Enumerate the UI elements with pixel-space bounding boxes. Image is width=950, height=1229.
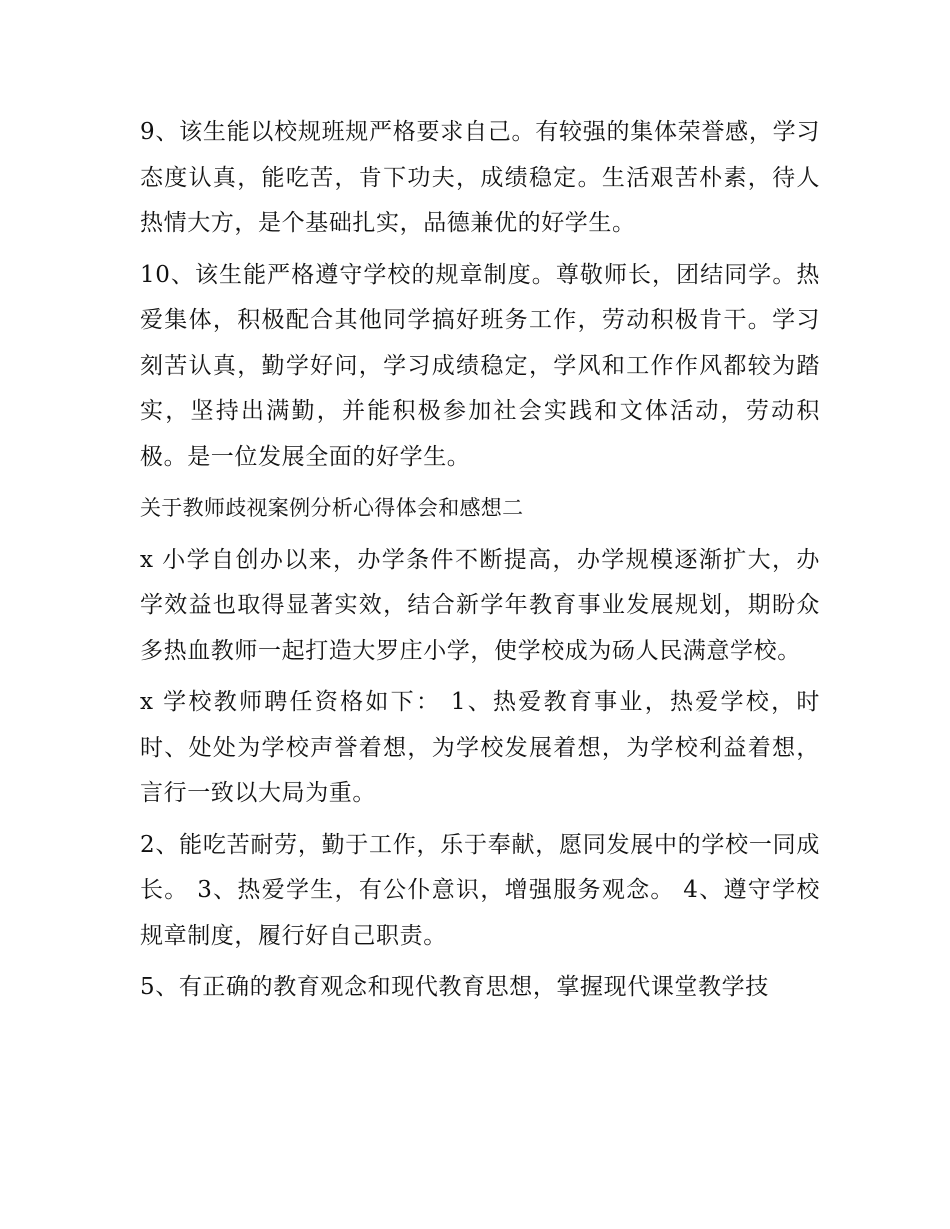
paragraph-teacher-qualifications: x 学校教师聘任资格如下： 1、热爱教育事业，热爱学校，时时、处处为学校声誉着想，为学校发展着想，为学校利益着想，言行一致以大局为重。 xyxy=(140,689,820,806)
paragraph-student-comment-9: 9、该生能以校规班规严格要求自己。有较强的集体荣誉感，学习态度认真，能吃苦，肯下功夫，成绩稳定。生活艰苦朴素，待人热情大方，是个基础扎实，品德兼优的好学生。 xyxy=(140,119,820,236)
paragraph-school-intro: x 小学自创办以来，办学条件不断提高，办学规模逐渐扩大，办学效益也取得显著实效，结合新学年教育事业发展规划，期盼众多热血教师一起打造大罗庄小学，使学校成为砀人民满意学校。 xyxy=(140,546,820,664)
document-body xyxy=(140,110,820,1017)
paragraph-qualification-5: 5、有正确的教育观念和现代教育思想，掌握现代课堂教学技 xyxy=(140,974,769,1000)
paragraph-qualifications-2-4: 2、能吃苦耐劳，勤于工作，乐于奉献，愿同发展中的学校一同成长。 3、热爱学生，有公仆意识，增强服务观念。 4、遵守学校规章制度，履行好自己职责。 xyxy=(140,831,820,949)
paragraph-student-comment-10: 10、该生能严格遵守学校的规章制度。尊敬师长，团结同学。热爱集体，积极配合其他同学搞好班务工作，劳动积极肯干。学习刻苦认真，勤学好问，学习成绩稳定，学风和工作作风都较为踏实，坚持出满勤，并能积极参加社会实践和文体活动，劳动积极。是一位发展全面的好学生。 xyxy=(140,261,820,470)
section-heading: 关于教师歧视案例分析心得体会和感想二 xyxy=(140,496,524,520)
